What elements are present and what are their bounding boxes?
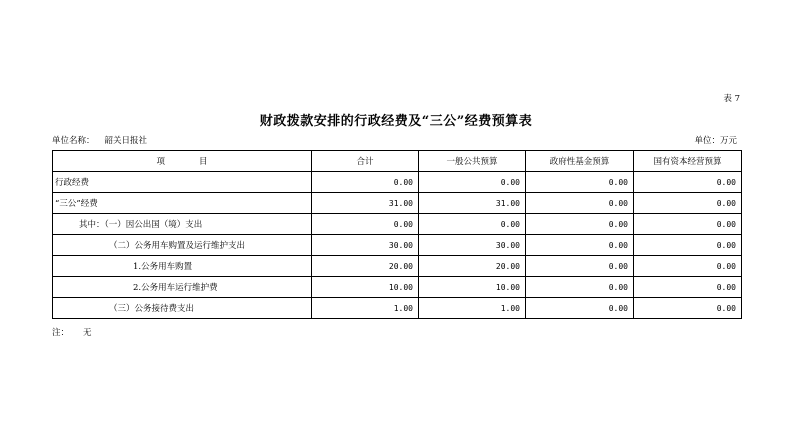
row-capital: 0.00 [634, 235, 742, 256]
table-row [53, 256, 742, 277]
row-general: 20.00 [419, 256, 526, 277]
row-item: （三）公务接待费支出 [53, 298, 312, 319]
row-total: 30.00 [312, 235, 419, 256]
row-item: （二）公务用车购置及运行维护支出 [53, 235, 312, 256]
row-capital: 0.00 [634, 298, 742, 319]
unit-info-row [52, 134, 740, 146]
budget-table [52, 150, 742, 319]
row-general: 0.00 [419, 214, 526, 235]
footnote [52, 326, 92, 338]
row-capital: 0.00 [634, 193, 742, 214]
row-general: 31.00 [419, 193, 526, 214]
row-general: 0.00 [419, 172, 526, 193]
row-general: 30.00 [419, 235, 526, 256]
row-item: 1.公务用车购置 [53, 256, 312, 277]
table-row [53, 214, 742, 235]
table-row [53, 235, 742, 256]
table-row [53, 277, 742, 298]
row-item: 行政经费 [53, 172, 312, 193]
header-state-capital: 国有资本经营预算 [634, 151, 742, 172]
row-capital: 0.00 [634, 256, 742, 277]
row-fund: 0.00 [526, 277, 634, 298]
row-fund: 0.00 [526, 298, 634, 319]
row-total: 1.00 [312, 298, 419, 319]
header-total: 合计 [312, 151, 419, 172]
unit-name-group [52, 134, 147, 146]
table-header-row [53, 151, 742, 172]
unit-measure: 单位：万元 [694, 136, 737, 146]
row-fund: 0.00 [526, 193, 634, 214]
row-total: 0.00 [312, 172, 419, 193]
unit-name-value: 韶关日报社 [104, 136, 148, 146]
row-fund: 0.00 [526, 214, 634, 235]
note-label: 注： [52, 328, 70, 338]
row-total: 31.00 [312, 193, 419, 214]
row-fund: 0.00 [526, 256, 634, 277]
header-general-budget: 一般公共预算 [419, 151, 526, 172]
row-item: “三公”经费 [53, 193, 312, 214]
table-row [53, 172, 742, 193]
row-capital: 0.00 [634, 172, 742, 193]
page-title: 财政拨款安排的行政经费及“三公”经费预算表 [259, 114, 533, 129]
table-row [53, 193, 742, 214]
row-fund: 0.00 [526, 172, 634, 193]
row-total: 0.00 [312, 214, 419, 235]
row-general: 1.00 [419, 298, 526, 319]
row-capital: 0.00 [634, 277, 742, 298]
row-item: 其中：（一）因公出国（境）支出 [53, 214, 312, 235]
row-total: 20.00 [312, 256, 419, 277]
note-text: 无 [83, 328, 92, 338]
header-item: 项 目 [53, 151, 312, 172]
row-general: 10.00 [419, 277, 526, 298]
unit-name-label: 单位名称： [52, 136, 95, 146]
row-item: 2.公务用车运行维护费 [53, 277, 312, 298]
row-capital: 0.00 [634, 214, 742, 235]
row-fund: 0.00 [526, 235, 634, 256]
header-government-fund: 政府性基金预算 [526, 151, 634, 172]
table-number: 表 7 [723, 94, 740, 104]
table-row [53, 298, 742, 319]
row-total: 10.00 [312, 277, 419, 298]
